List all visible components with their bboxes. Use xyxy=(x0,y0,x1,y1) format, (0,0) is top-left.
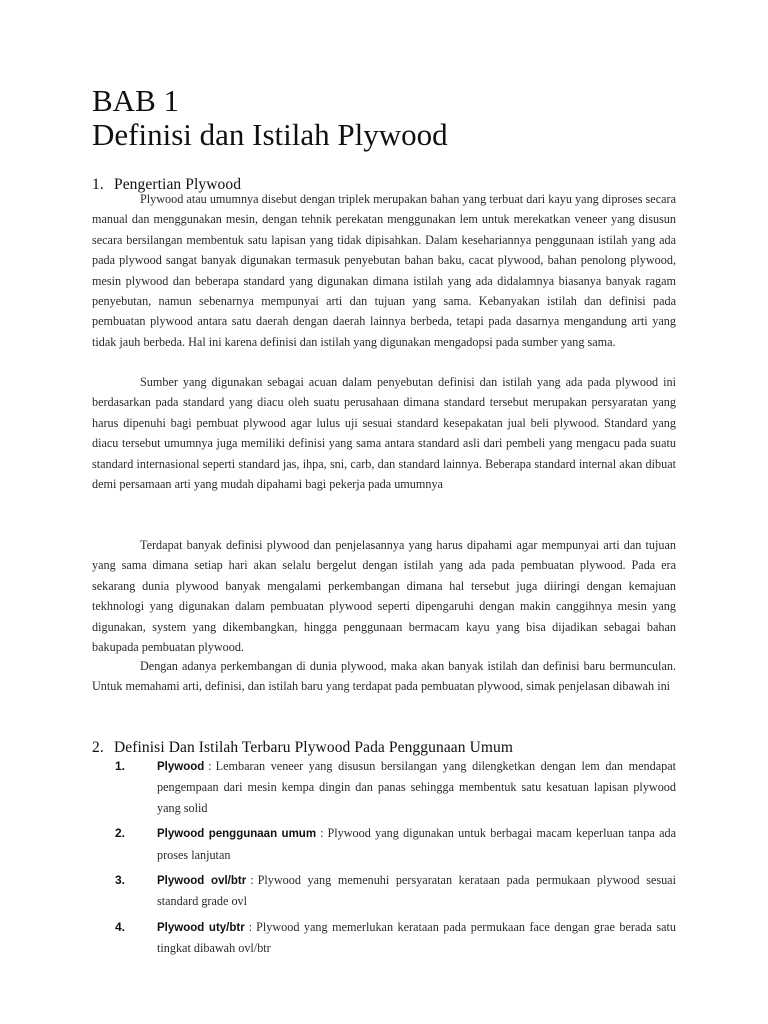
definition-separator: : xyxy=(208,759,212,773)
item-number: 4. xyxy=(115,919,126,934)
section-title: Definisi Dan Istilah Terbaru Plywood Pada Penggunaan Umum xyxy=(113,739,514,756)
definition-list xyxy=(92,756,676,964)
section-heading-2 xyxy=(92,739,513,757)
definition-separator: : xyxy=(320,826,324,841)
item-number: 2. xyxy=(115,826,126,841)
chapter-title: Definisi dan Istilah Plywood xyxy=(92,117,448,152)
definition-term: Plywood xyxy=(157,761,205,773)
definition-text: Lembaran veneer yang disusun bersilangan yang dilengketkan dengan lem dan mendapat pengempaan dari mesin kempa dingin dan panas sehingga membentuk satu kesatuan lapisan plywood yang solid xyxy=(157,759,676,815)
item-number: 1. xyxy=(115,759,126,773)
definition-separator: : xyxy=(248,919,253,934)
definition-separator: : xyxy=(250,873,254,888)
paragraph-4: Dengan adanya perkembangan di dunia plywood, maka akan banyak istilah dan definisi baru bermunculan. Untuk memahami arti, definisi, dan istilah baru yang terdapat pada pembuatan plywood, simak penjelasan dibawah ini xyxy=(92,659,676,694)
section-number: 1. xyxy=(92,176,104,193)
item-number: 3. xyxy=(115,873,126,888)
definition-item xyxy=(92,870,676,912)
definition-text: Plywood yang digunakan untuk berbagai macam keperluan tanpa ada proses lanjutan xyxy=(157,826,676,862)
section-number: 2. xyxy=(92,739,104,756)
definition-term: Plywood ovl/btr xyxy=(157,875,247,888)
document-page xyxy=(92,83,676,956)
section-title: Pengertian Plywood xyxy=(113,176,242,193)
chapter-label: BAB 1 xyxy=(92,83,179,118)
definition-text: Plywood yang memenuhi persyaratan kerataan pada permukaan plywood sesuai standard grade ovl xyxy=(157,873,676,909)
definition-text: Plywood yang memerlukan kerataan pada permukaan face dengan grae berada satu tingkat dibawah ovl/btr xyxy=(157,919,676,956)
paragraph-2: Sumber yang digunakan sebagai acuan dalam penyebutan definisi dan istilah yang ada pada plywood ini berdasarkan pada standard yang diacu oleh suatu perusahaan dimana standard tersebut merupakan persyaratan yang harus dipenuhi bagi pembuat plywood agar lulus uji sesuai standard kesepakatan jual beli plywood. Standard yang diacu tersebut umumnya juga memiliki definisi yang sama antara standard asli dari pembeli yang mengacu pada suatu standard internasional seperti standard jas, ihpa, sni, carb, dan standard lainnya. Beberapa standard internal akan dibuat demi persamaan arti yang mudah dipahami bagi pekerja pada umumnya xyxy=(92,375,676,492)
definition-item xyxy=(92,823,676,865)
definition-item xyxy=(92,917,676,959)
paragraph-1: Plywood atau umumnya disebut dengan triplek merupakan bahan yang terbuat dari kayu yang diproses secara manual dan menggunakan mesin, dengan tehnik perekatan menggunakan lem untuk merekatkan veneer yang disusun secara bersilangan membentuk satu lapisan yang tidak dipisahkan. Dalam kesehariannya penggunaan istilah yang ada pada plywood sangat banyak digunakan termasuk penyebutan bahan baku, cacat plywood, bahan penolong plywood, mesin plywood dan beberapa standard yang digunakan dimana istilah yang ada didalamnya biasanya banyak ragam penyebutan, namun sebenarnya mempunyai arti dan tujuan yang sama. Kebanyakan istilah dan definisi pada pembuatan plywood antara satu daerah dengan daerah lainnya berbeda, tetapi pada dasarnya mengandung arti yang tidak jauh berbeda. Hal ini karena definisi dan istilah yang digunakan mengadopsi pada sumber yang sama. xyxy=(92,192,676,349)
definition-term: Plywood uty/btr xyxy=(157,921,245,934)
definition-item xyxy=(92,756,676,818)
definition-term: Plywood penggunaan umum xyxy=(157,828,317,841)
paragraph-3: Terdapat banyak definisi plywood dan penjelasannya yang harus dipahami agar mempunyai arti dan tujuan yang sama dimana setiap hari akan selalu bergelut dengan istilah yang ada pada pembuatan plywood. Pada era sekarang dunia plywood banyak mengalami perkembangan dimana hal tersebut juga diiringi dengan kemajuan tekhnologi yang digunakan dalam pembuatan plywood seperti dipengaruhi dengan makin canggihnya mesin yang digunakan, system yang dikembangkan, hingga penggunaan bermacam kayu yang bisa dijadikan sebagai bahan bakupada pembuatan plywood. xyxy=(92,538,676,655)
